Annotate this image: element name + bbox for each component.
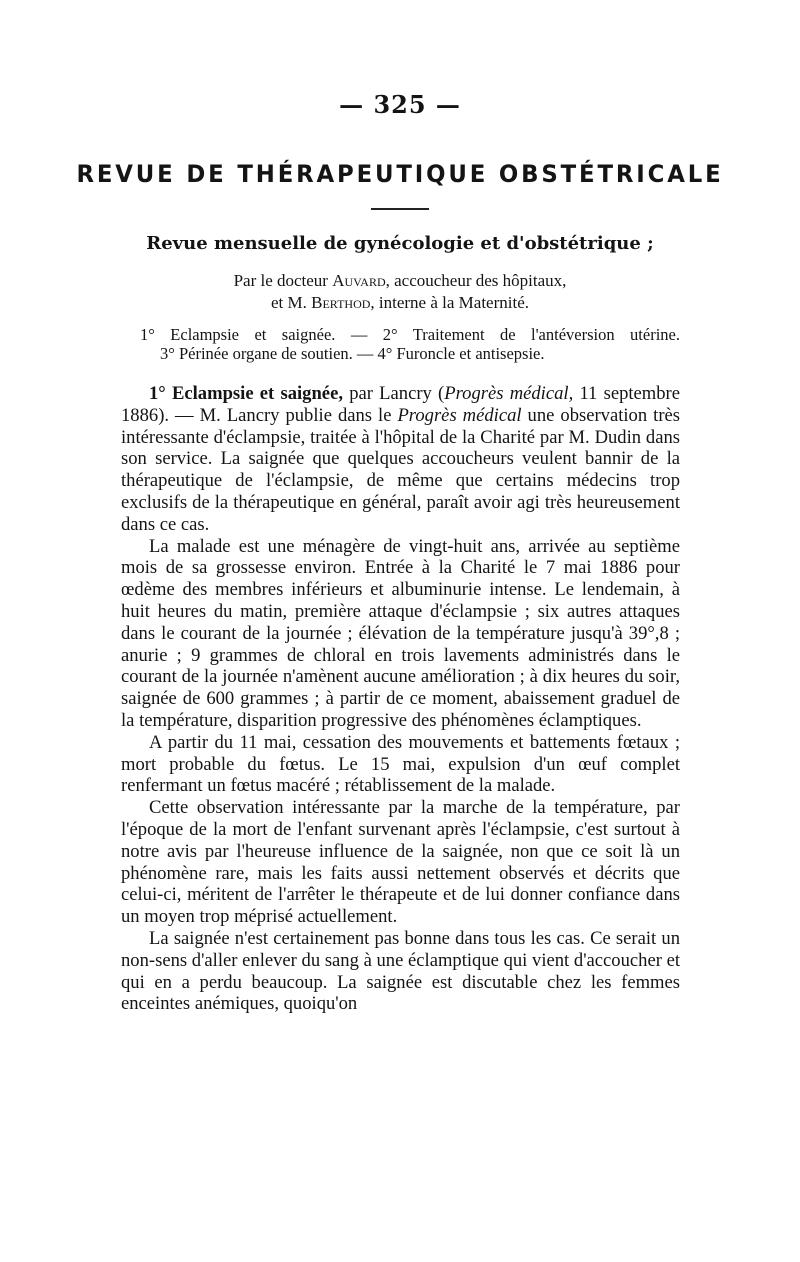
byline xyxy=(0,270,800,314)
page-number: — 325 — xyxy=(339,90,461,119)
byline-line-2 xyxy=(0,292,800,314)
p1-text-c: une observation très intéressante d'éclampsie, traitée à l'hôpital de la Charité par M. Dudin dans son service. La saignée que quelques accoucheurs veulent bannir de la thérapeutique de l'éclampsie, de même que certains médecins trop exclusifs de la thérapeutique en général, paraît avoir agi très heureusement dans ce cas. xyxy=(121,404,681,535)
p1-text-a: par Lancry ( xyxy=(342,383,445,404)
toc-line-1: 1° Eclampsie et saignée. — 2° Traitement de l'antéversion utérine. xyxy=(140,325,680,344)
journal-name: Progrès médical xyxy=(397,404,522,426)
article-body xyxy=(121,383,680,1015)
paragraph-1 xyxy=(121,383,680,536)
table-of-contents xyxy=(140,325,680,363)
coauthor-name: Berthod xyxy=(311,293,371,312)
author-name: Auvard xyxy=(332,271,386,290)
byline-prefix-2: et M. xyxy=(270,293,312,312)
paragraph-5: La saignée n'est certainement pas bonne dans tous les cas. Ce serait un non-sens d'aller enlever du sang à une éclamptique qui vient d'accoucher et qui en a perdu beaucoup. La saignée est discutable chez les femmes enceintes anémiques, quoiqu'on xyxy=(121,927,680,1015)
byline-prefix-1: Par le docteur xyxy=(233,271,333,290)
paragraph-3: A partir du 11 mai, cessation des mouvements et battements fœtaux ; mort probable du fœtus. Le 15 mai, expulsion d'un œuf complet renfermant un fœtus macéré ; rétablissement de la malade. xyxy=(121,731,680,797)
byline-suffix-1: , accoucheur des hôpitaux, xyxy=(385,271,567,290)
article-heading: 1° Eclampsie et saignée, xyxy=(149,383,343,404)
source-citation: Progrès médical, xyxy=(444,383,574,404)
toc-line-2: 3° Périnée organe de soutien. — 4° Furoncle et antisepsie. xyxy=(160,344,545,363)
title-rule xyxy=(371,208,429,210)
paragraph-4: Cette observation intéressante par la marche de la température, par l'époque de la mort de l'enfant survenant après l'éclampsie, c'est surtout à notre avis par l'heureuse influence de la saignée, non que ce soit là un phénomène rare, mais les faits aussi nettement observés et décrits que celui-ci, méritent de l'arrêter le thérapeute et de lui donner confiance dans un moyen trop méprisé actuellement. xyxy=(121,797,680,928)
p1-text-b: 11 septembre 1886). — M. Lancry publie dans le xyxy=(121,383,680,426)
section-title: REVUE DE THÉRAPEUTIQUE OBSTÉTRICALE xyxy=(76,160,724,188)
paragraph-2: La malade est une ménagère de vingt-huit ans, arrivée au septième mois de sa grossesse environ. Entrée à la Charité le 7 mai 1886 pour œdème des membres inférieurs et albuminurie intense. Le lendemain, à huit heures du matin, première attaque d'éclampsie ; six autres attaques dans le courant de la journée ; élévation de la température jusqu'à 39°,8 ; anurie ; 9 grammes de chloral en trois lavements administrés dans le courant de la journée n'amènent aucune amélioration ; à dix heures du soir, saignée de 600 grammes ; à partir de ce moment, abaissement graduel de la température, disparition progressive des phénomènes éclamptiques. xyxy=(121,535,680,731)
byline-line-1 xyxy=(0,270,800,292)
byline-suffix-2: , interne à la Maternité. xyxy=(370,293,530,312)
review-title: Revue mensuelle de gynécologie et d'obstétrique ; xyxy=(146,233,654,254)
